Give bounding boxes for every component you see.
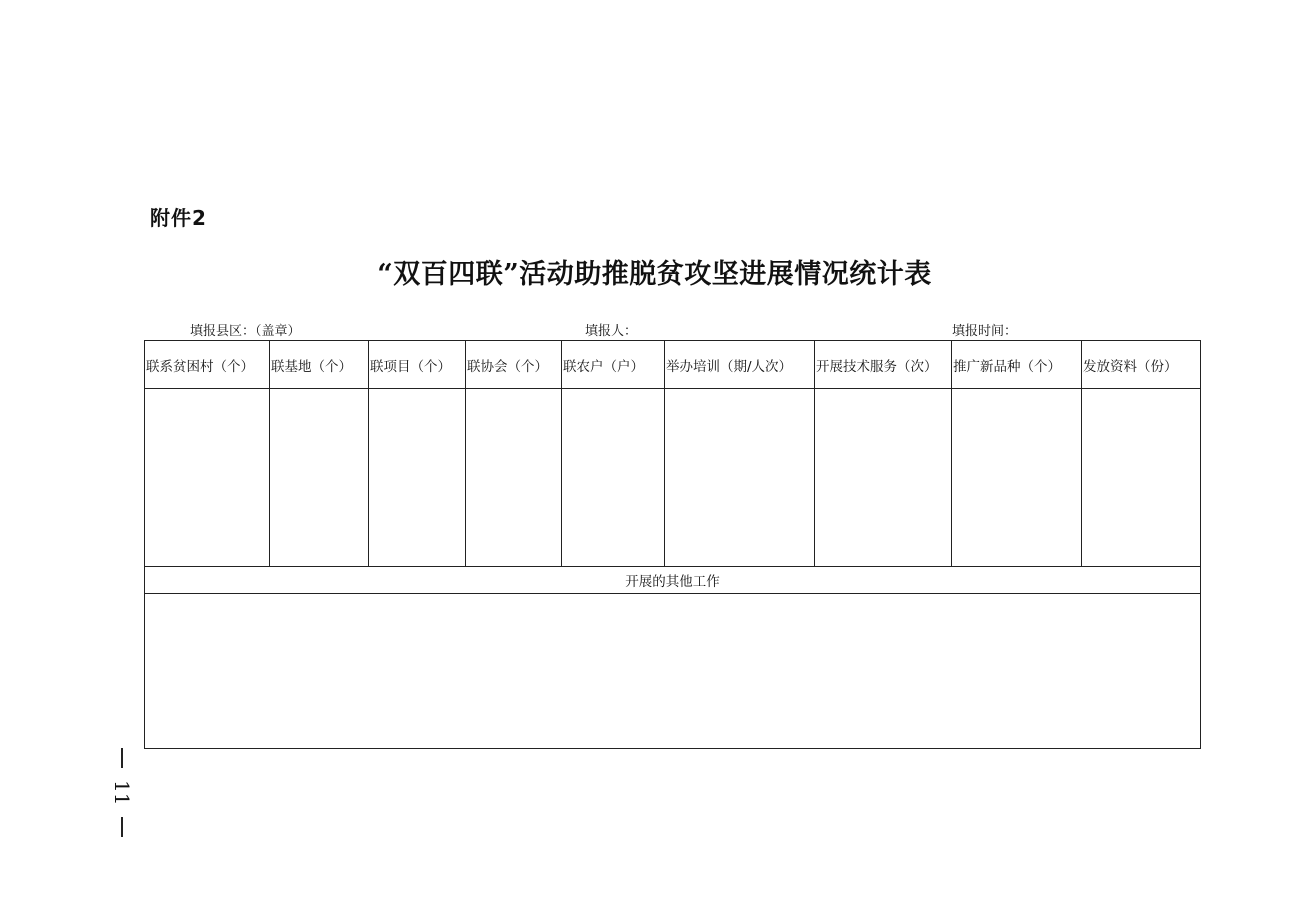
header-farm-households: 联农户（户） <box>562 341 665 389</box>
cell-tech-services[interactable] <box>815 389 952 567</box>
page-number-dash-top <box>121 748 123 768</box>
document-title: “双百四联”活动助推脱贫攻坚进展情况统计表 <box>377 259 932 290</box>
other-work-cell[interactable] <box>145 594 1201 749</box>
header-poor-villages: 联系贫困村（个） <box>145 341 270 389</box>
meta-county: 填报县区：（盖章） <box>190 324 301 339</box>
cell-projects[interactable] <box>369 389 466 567</box>
cell-materials[interactable] <box>1082 389 1201 567</box>
meta-time: 填报时间： <box>952 324 1018 339</box>
header-new-varieties: 推广新品种（个） <box>952 341 1082 389</box>
other-work-label: 开展的其他工作 <box>145 567 1201 594</box>
statistics-table <box>144 340 1201 749</box>
table-header-row <box>145 341 1201 389</box>
cell-bases[interactable] <box>270 389 369 567</box>
header-projects: 联项目（个） <box>369 341 466 389</box>
cell-trainings[interactable] <box>665 389 815 567</box>
header-trainings: 举办培训（期/人次） <box>665 341 815 389</box>
other-work-header-row <box>145 567 1201 594</box>
cell-new-varieties[interactable] <box>952 389 1082 567</box>
page-number-value: 11 <box>110 780 134 806</box>
other-work-body-row <box>145 594 1201 749</box>
page-number <box>112 748 132 837</box>
cell-farm-households[interactable] <box>562 389 665 567</box>
cell-poor-villages[interactable] <box>145 389 270 567</box>
header-tech-services: 开展技术服务（次） <box>815 341 952 389</box>
cell-associations[interactable] <box>466 389 562 567</box>
meta-person: 填报人： <box>585 324 638 339</box>
table-data-row <box>145 389 1201 567</box>
header-bases: 联基地（个） <box>270 341 369 389</box>
header-associations: 联协会（个） <box>466 341 562 389</box>
attachment-label: 附件2 <box>150 206 207 230</box>
header-materials: 发放资料（份） <box>1082 341 1201 389</box>
page-number-dash-bottom <box>121 817 123 837</box>
